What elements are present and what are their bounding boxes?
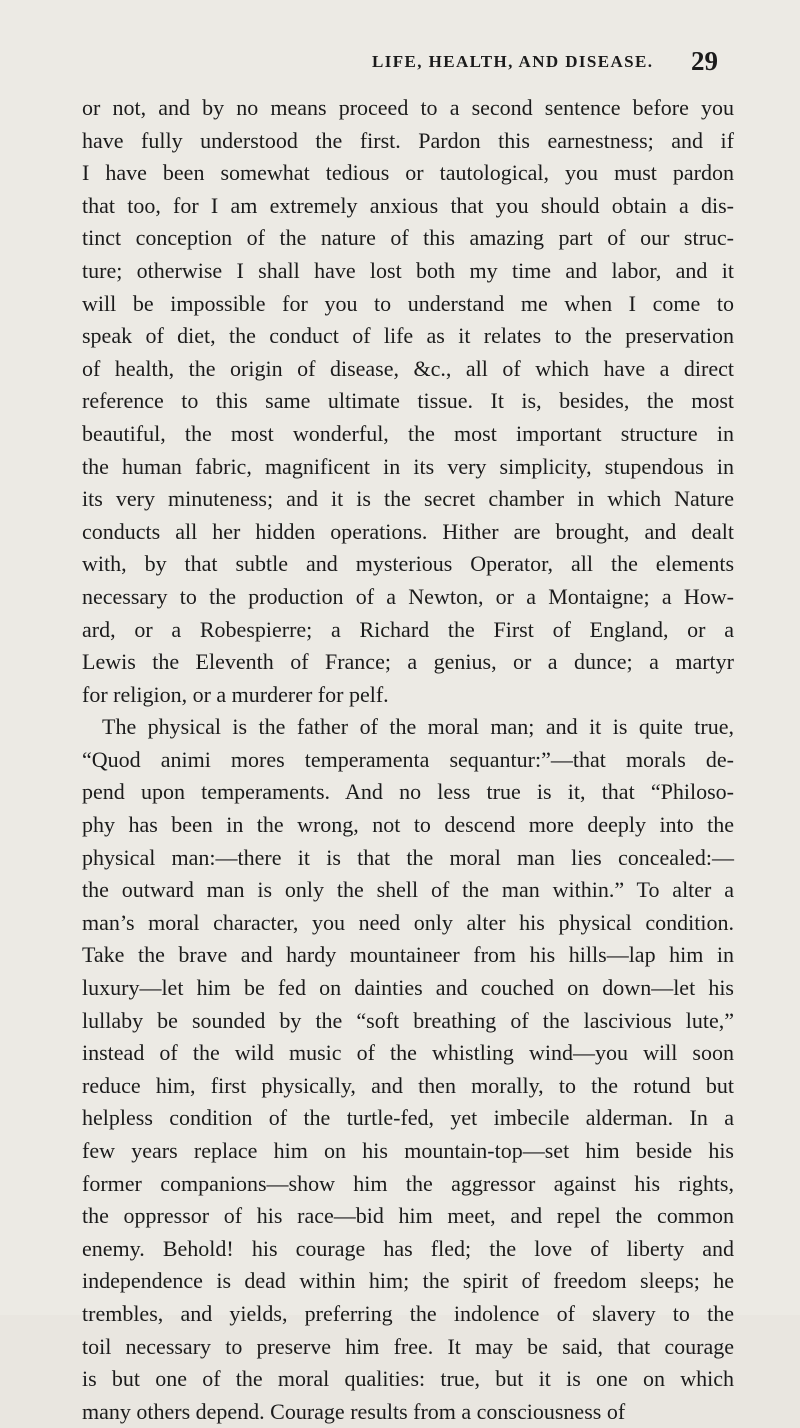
text-line: that too, for I am extremely anxious that you should obtain a dis- xyxy=(82,192,734,218)
text-line: the human fabric, magnificent in its very simplicity, stupendous in xyxy=(82,453,734,479)
text-line: former companions—show him the aggressor against his rights, xyxy=(82,1170,734,1196)
text-line: the oppressor of his race—bid him meet, and repel the common xyxy=(82,1203,734,1229)
text-line: few years replace him on his mountain-top—set him beside his xyxy=(82,1138,734,1163)
text-line: necessary to the production of a Newton, or a Montaigne; a How- xyxy=(82,583,734,609)
text-line: ture; otherwise I shall have lost both my time and labor, and it xyxy=(82,257,734,283)
text-line: man’s moral character, you need only alter his physical condition. xyxy=(82,909,734,935)
running-head: LIFE, HEALTH, AND DISEASE. xyxy=(372,52,654,71)
text-line: independence is dead within him; the spirit of freedom sleeps; he xyxy=(82,1268,734,1294)
text-line: physical man:—there it is that the moral man lies concealed:— xyxy=(82,844,734,870)
text-line: is but one of the moral qualities: true, but it is one on which xyxy=(82,1366,734,1392)
body-text xyxy=(82,92,734,1428)
text-line: speak of diet, the conduct of life as it relates to the preservation xyxy=(82,323,734,349)
text-line: or not, and by no means proceed to a second sentence before you xyxy=(82,95,734,120)
text-line: I have been somewhat tedious or tautological, you must pardon xyxy=(82,160,734,186)
text-line: ard, or a Robespierre; a Richard the First of England, or a xyxy=(82,616,734,642)
text-line: its very minuteness; and it is the secret chamber in which Nature xyxy=(82,486,734,512)
text-line: helpless condition of the turtle-fed, yet imbecile alderman. In a xyxy=(82,1105,734,1131)
text-line: The physical is the father of the moral man; and it is quite true, xyxy=(102,714,734,740)
text-line: reduce him, first physically, and then morally, to the rotund but xyxy=(82,1072,734,1098)
text-line: “Quod animi mores temperamenta sequantur:”—that morals de- xyxy=(82,746,734,772)
text-line: will be impossible for you to understand me when I come to xyxy=(82,290,734,316)
text-line: with, by that subtle and mysterious Operator, all the elements xyxy=(82,551,734,577)
text-line: instead of the wild music of the whistling wind—you will soon xyxy=(82,1040,734,1066)
text-line: have fully understood the first. Pardon this earnestness; and if xyxy=(82,127,734,153)
text-line: pend upon temperaments. And no less true is it, that “Philoso- xyxy=(82,779,734,805)
text-line: Lewis the Eleventh of France; a genius, or a dunce; a martyr xyxy=(82,649,734,675)
text-line: lullaby be sounded by the “soft breathing of the lascivious lute,” xyxy=(82,1007,734,1033)
text-line: the outward man is only the shell of the man within.” To alter a xyxy=(82,877,734,903)
text-line: luxury—let him be fed on dainties and couched on down—let his xyxy=(82,975,734,1001)
text-line: tinct conception of the nature of this amazing part of our struc- xyxy=(82,225,734,251)
page-number: 29 xyxy=(691,46,718,76)
text-line: enemy. Behold! his courage has fled; the love of liberty and xyxy=(82,1235,734,1261)
text-line: many others depend. Courage results from a consciousness of xyxy=(82,1398,626,1424)
text-line: reference to this same ultimate tissue. It is, besides, the most xyxy=(82,388,734,414)
text-line: conducts all her hidden operations. Hither are brought, and dealt xyxy=(82,518,734,544)
page-header xyxy=(0,46,800,86)
text-line: trembles, and yields, preferring the indolence of slavery to the xyxy=(82,1300,734,1326)
text-line: of health, the origin of disease, &c., all of which have a direct xyxy=(82,355,734,381)
text-line: toil necessary to preserve him free. It may be said, that courage xyxy=(82,1333,734,1359)
text-line: phy has been in the wrong, not to descend more deeply into the xyxy=(82,812,734,838)
text-line: Take the brave and hardy mountaineer from his hills—lap him in xyxy=(82,942,734,968)
text-line: for religion, or a murderer for pelf. xyxy=(82,681,389,707)
text-line: beautiful, the most wonderful, the most important structure in xyxy=(82,420,734,446)
